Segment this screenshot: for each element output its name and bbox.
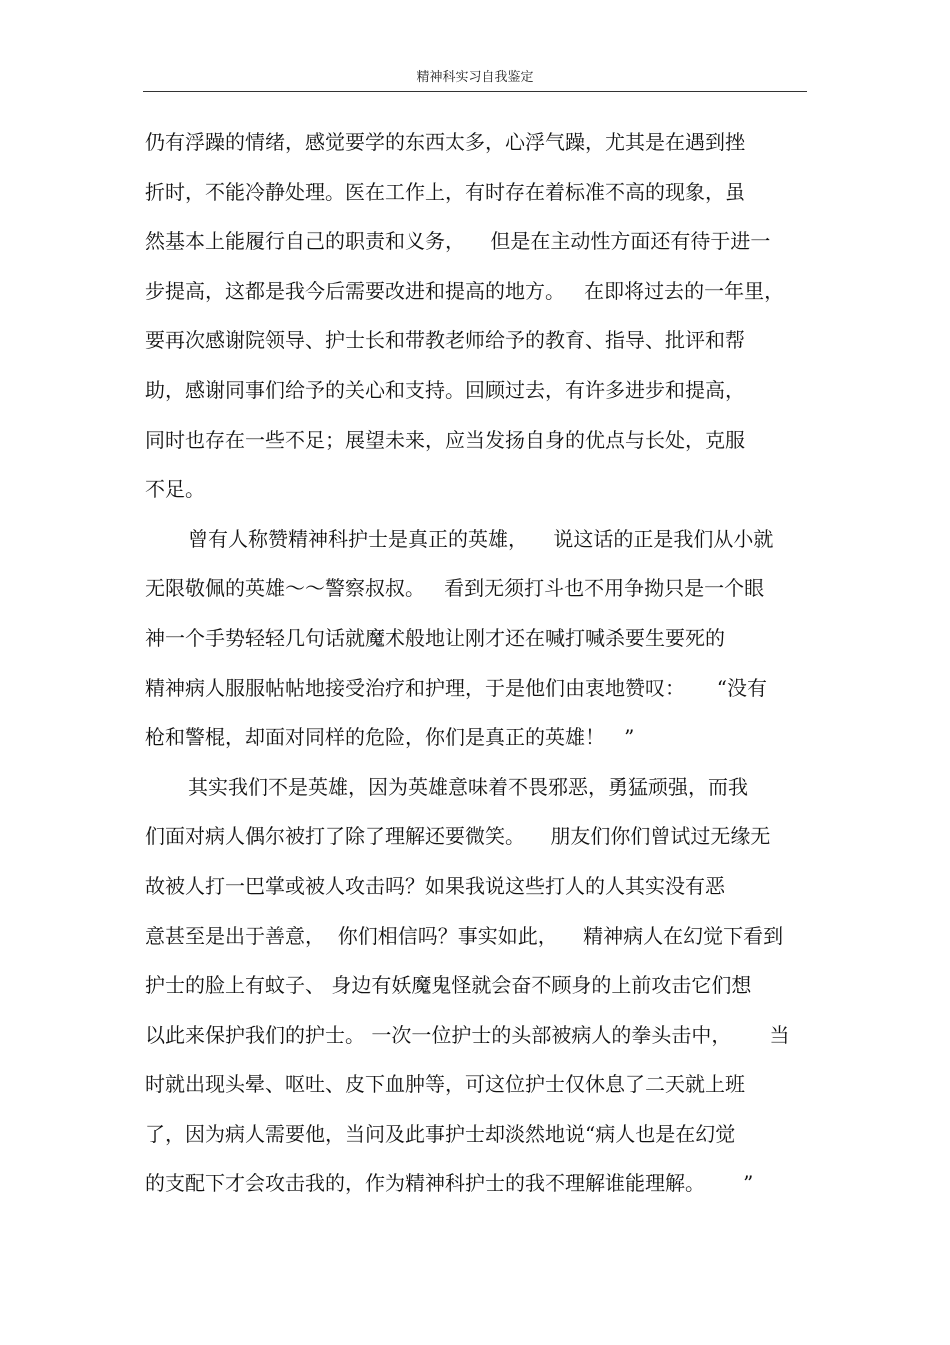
text-line: 折时，不能冷静处理。医在工作上，有时存在着标准不高的现象，虽 bbox=[145, 179, 745, 204]
document-body bbox=[145, 118, 809, 1209]
page-header-title: 精神科实习自我鉴定 bbox=[416, 70, 534, 85]
text-line: 意甚至是出于善意， 你们相信吗？事实如此， 精神病人在幻觉下看到 bbox=[145, 923, 784, 948]
text-line: 不足。 bbox=[145, 477, 205, 502]
paragraph-first-line: 曾有人称赞精神科护士是真正的英雄， 说这话的正是我们从小就 bbox=[188, 526, 774, 551]
text-line: 然基本上能履行自己的职责和义务， 但是在主动性方面还有待于进一 bbox=[145, 229, 771, 254]
text-line: 了，因为病人需要他，当问及此事护士却淡然地说“病人也是在幻觉 bbox=[145, 1121, 736, 1146]
text-line: 神一个手势轻轻几句话就魔术般地让刚才还在喊打喊杀要生要死的 bbox=[145, 625, 725, 650]
text-line: 精神病人服服帖帖地接受治疗和护理，于是他们由衷地赞叹： “没有 bbox=[145, 675, 768, 700]
text-line: 无限敬佩的英雄～～警察叔叔。 看到无须打斗也不用争拗只是一个眼 bbox=[145, 576, 765, 601]
text-line: 的支配下才会攻击我的，作为精神科护士的我不理解谁能理解。 ” bbox=[145, 1171, 754, 1196]
text-line: 时就出现头晕、呕吐、皮下血肿等，可这位护士仅休息了二天就上班 bbox=[145, 1072, 745, 1097]
text-line: 要再次感谢院领导、护士长和带教老师给予的教育、指导、批评和帮 bbox=[145, 328, 745, 353]
text-line: 仍有浮躁的情绪，感觉要学的东西太多，心浮气躁，尤其是在遇到挫 bbox=[145, 130, 745, 154]
text-line: 以此来保护我们的护士。 一次一位护士的头部被病人的拳头击中， 当 bbox=[145, 1022, 790, 1047]
paragraph-first-line: 其实我们不是英雄，因为英雄意味着不畏邪恶，勇猛顽强，而我 bbox=[188, 774, 748, 799]
text-line: 助，感谢同事们给予的关心和支持。回顾过去，有许多进步和提高， bbox=[145, 377, 745, 402]
text-line: 同时也存在一些不足；展望未来，应当发扬自身的优点与长处，克服 bbox=[145, 427, 745, 452]
text-line: 枪和警棍，却面对同样的危险，你们是真正的英雄！ ” bbox=[145, 725, 635, 750]
header-divider bbox=[143, 91, 807, 92]
text-line: 护士的脸上有蚊子、 身边有妖魔鬼怪就会奋不顾身的上前攻击它们想 bbox=[145, 973, 752, 998]
text-line: 步提高，这都是我今后需要改进和提高的地方。 在即将过去的一年里， bbox=[145, 278, 785, 303]
text-line: 们面对病人偶尔被打了除了理解还要微笑。 朋友们你们曾试过无缘无 bbox=[145, 824, 771, 849]
text-line: 故被人打一巴掌或被人攻击吗？如果我说这些打人的人其实没有恶 bbox=[145, 873, 725, 898]
